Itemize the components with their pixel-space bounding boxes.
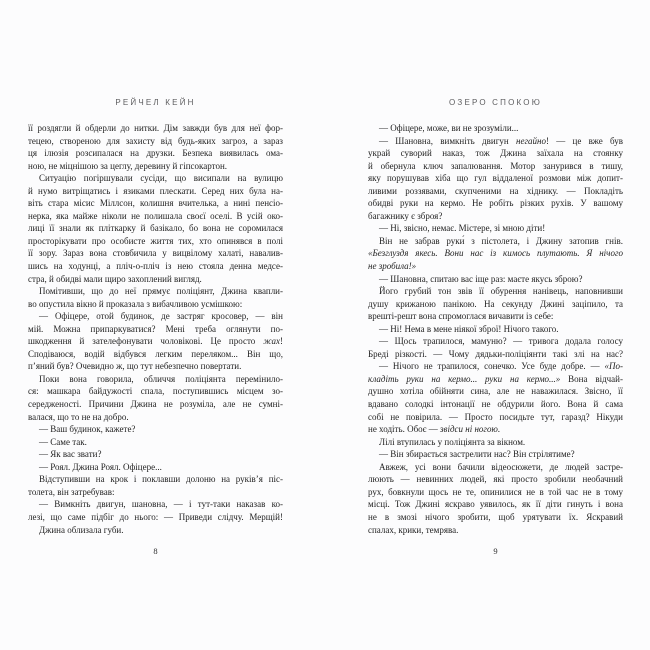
text-line: тецею, створеною для захисту від будь-яких загроз, а зараз [28,135,283,146]
text-line: украй суворий наказ, тож Джина заїхала на стоянку [368,148,623,159]
text-line: просторікувати про особисте життя тих, хто опинявся в полі [28,235,283,246]
text-line: врешті-решт вона спромоглася вичавити із себе: [368,311,554,322]
text-line: Сподіваюся, водій відбувся легким переляком... Він що, [28,348,283,359]
text-line: яку порушував хіба що гул віддаленої розмови між допит- [368,173,623,184]
text-line: не зробила!» [368,261,417,272]
text-line: Джина облизала губи. [39,524,124,535]
text-line: її роздягли й обдерли до нитки. Дім завжди був для неї фор- [28,123,283,133]
text-line: мій. Можна припаркуватися? Мені треба оглянути по- [28,323,283,334]
text-line: — Офіцере, отой будинок, де застряг кросовер, — він [39,311,283,322]
text-line: обидві руки на кермо. Не робіть різких рухів. У вашому [368,198,623,209]
text-line: — Нічого не трапилося, сонечко. Усе буде добре. — «По- [379,361,623,372]
text-line: люють — невинних людей, які просто зробили необачний [368,474,623,485]
text-line: Бреді різкості. — Чому дядьки-поліціянти такі злі на нас? [368,348,623,359]
text-line: п’яний був? Очевидно ж, що тут небезпечно повертати. [28,361,242,372]
text-line: — Як вас звати? [39,449,102,460]
text-line: шись на ходунці, а пліч-о-пліч із нею стояла денна медсе- [28,261,283,272]
text-line: її зору. Зараз вона стовбичила у вицвілому халаті, навалив- [28,248,283,259]
text-line: — Ні, звісно, немає. Містере, зі мною діти! [379,223,546,234]
text-line: спалах, крики, темрява. [368,524,459,535]
right-page [368,0,623,650]
text-line: — Ні! Нема в мене ніякої зброї! Нічого такого. [379,323,559,334]
text-line: й обернула ключ запалювання. Мотор занурився в тишу, [368,160,623,171]
page-number-left: 8 [153,546,158,556]
text-line: ною, не міцнішою за цеглу, деревину й гіпсокартон. [28,160,228,171]
text-line: Він не забрав руки́ з пістолета, і Джину затопив гнів. [379,235,623,246]
left-page [28,0,283,650]
text-line: — Саме так. [39,436,87,447]
text-line: рух, бовкнули щось не те, опинилися не в той час не в тому [368,486,623,497]
text-line: й нумо витріщатись і язиками плескати. Серед них була на- [28,185,283,196]
text-line: — Роял. Джина Роял. Офіцере... [39,461,162,472]
text-line: лиці її знали як пліткарку й базікало, бо вона не соромилася [28,223,283,234]
text-lines [28,122,283,536]
text-line: ця ілюзія розсипалася на друзки. Безпека виявилась ома- [28,148,283,159]
text-line: — Офіцере, може, ви не зрозуміли... [379,123,519,133]
text-line: валася, що то не на добро. [28,411,129,422]
text-line: ся: машкара байдужості спала, поступившись місцем зо- [28,386,283,397]
text-line: толета, він затребував: [28,486,115,497]
text-line: Помітивши, що до неї прямує поліціянт, Джина квапли- [39,286,283,297]
text-line: віть стара місис Міллсон, колишня вчителька, а нині пенсіо- [28,198,283,209]
text-line: стра, й обидві мали щиро захоплений вигляд. [28,273,202,284]
text-line: кладіть руки на кермо... руки на кермо...» Вона відчай- [368,373,623,384]
running-header-author: РЕЙЧЕЛ КЕЙН [115,98,196,107]
text-line: вдавано солодкі інтонації не обдурили його. Вона й сама [368,399,623,410]
text-line: місці. Тож Джині яскраво уявилось, як її діти гинуть і вона [368,499,623,510]
text-line: Поки вона говорила, обличчя поліціянта перемінило- [39,373,283,384]
text-line: — Шановна, вимкніть двигун негайно! — це вже був [379,135,623,146]
text-line: — Шановна, спитаю вас іще раз: маєте якусь зброю? [379,273,583,284]
text-line: багажнику є зброя? [368,210,443,221]
text-line: середженості. Причини Джина не розуміла, але не сумні- [28,399,283,410]
text-line: не в змозі нічого зробити, щоб урятувати їх. Яскравий [368,511,623,522]
text-lines [368,122,623,536]
text-line: не ходіть. Обоє — звідси ні ногою. [368,424,501,435]
running-header-title: ОЗЕРО СПОКОЮ [448,98,543,107]
text-line: нерка, яка майже ніколи не полишала своєї оселі. В усій око- [28,210,283,221]
text-line: душу крижаною панікою. На секунду Джині заціпило, та [368,298,623,309]
text-line: Його грубий тон звів її обурення нанівець, наповнивши [379,286,623,297]
text-line: Лілі втупилась у поліціянта за вікном. [379,436,526,447]
text-line: — Вимкніть двигун, шановна, — і тут-таки наказав ко- [39,499,283,510]
text-line: собі не повірила. — Просто посидьте тут, гаразд? Нікуди [368,411,623,422]
text-line: — Ваш будинок, кажете? [39,424,136,435]
text-line: во опустила вікно й проказала з вибачливою усмішкою: [28,298,243,309]
text-line: лезі, що саме підбіг до нього: — Приведи слідчу. Мерщій! [28,511,283,522]
text-line: ливими роззявами, скупченими на хіднику. — Покладіть [368,185,623,196]
text-line: душно хотіла обійняти сина, але не наважилася. Звісно, її [368,386,623,397]
text-line: — Щось трапилося, мамуню? — тривога додала голосу [379,336,623,347]
text-line: — Він збирається застрелити нас? Він стрілятиме? [379,449,575,460]
text-line: Відступивши на крок і поклавши долоню на руків’я піс- [39,474,283,485]
text-line: Авжеж, усі вони бачили відеосюжети, де людей застре- [379,461,623,472]
text-line: Ситуацію погіршували сусіди, що висипали на вулицю [39,173,283,184]
page-number-right: 9 [493,546,498,556]
text-line: «Безглуздя якесь. Вони нас із кимось плутають. Я нічого [368,248,623,259]
text-line: шкодження й зателефонувати чоловікові. Це просто жах! [28,336,283,347]
